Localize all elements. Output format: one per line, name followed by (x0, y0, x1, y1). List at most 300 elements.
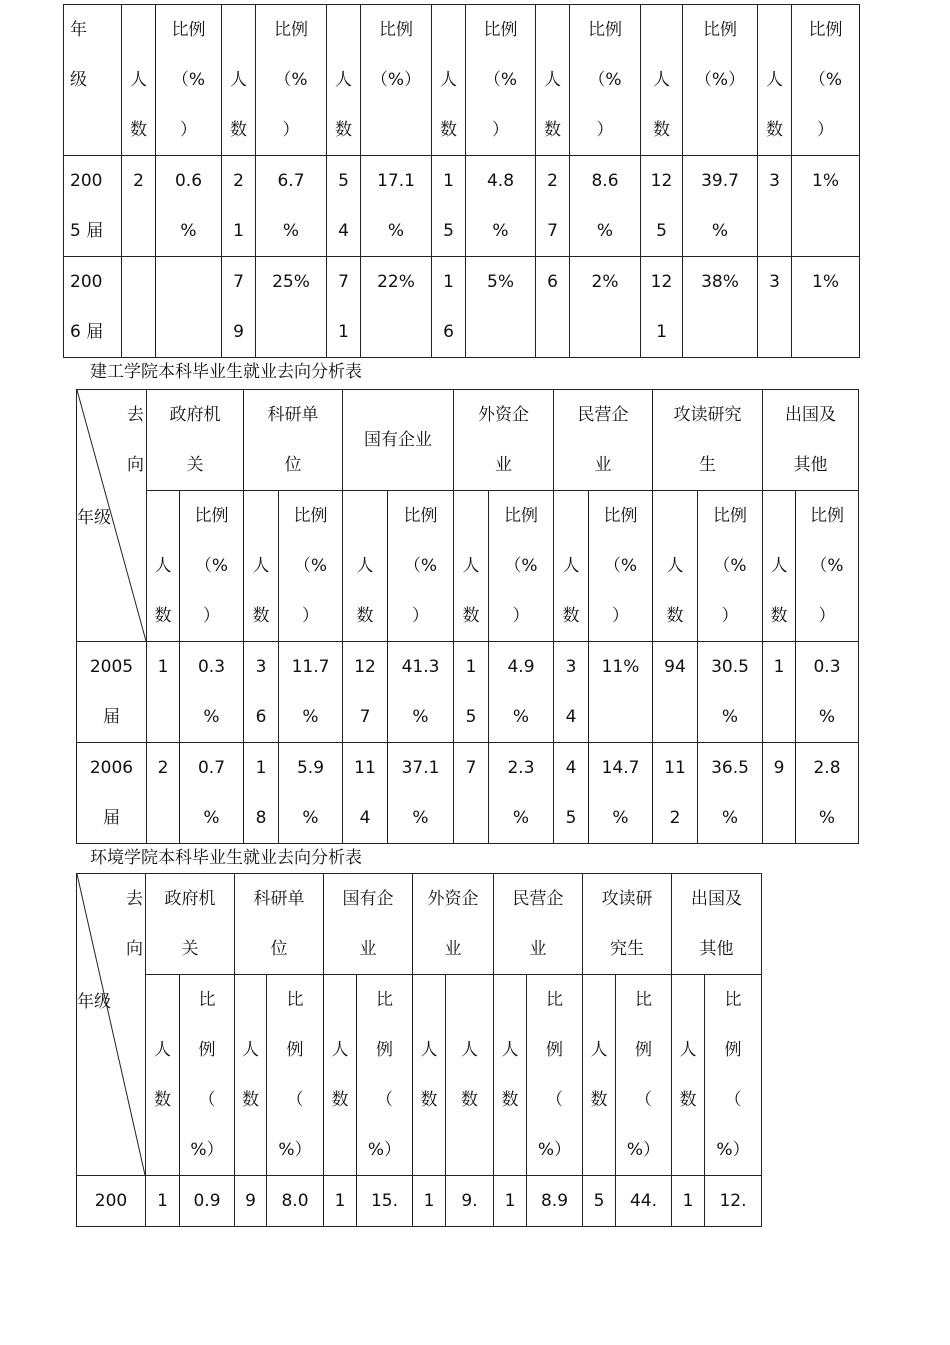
cell-text-line: 业 (594, 455, 612, 475)
cell-text-line (758, 5, 791, 55)
table-cell (244, 642, 279, 743)
destination-group-header (413, 874, 494, 975)
table-cell (489, 642, 554, 743)
cell-text-line: 人 (653, 70, 670, 90)
cell-text-line: 22% (377, 272, 415, 292)
cell-text-line: 人 (230, 70, 247, 90)
cell-text-line: 人 (766, 70, 783, 90)
cell-text-line: % (596, 221, 614, 241)
cell-text-line (653, 491, 697, 541)
cell-text-line: 人 (544, 70, 561, 90)
count-header-cell (494, 975, 527, 1176)
cell-text-line: 例 (724, 1040, 742, 1060)
table-cell (792, 257, 860, 358)
cell-text-line: 数 (420, 1090, 438, 1110)
cell-text-line: 数 (666, 606, 684, 626)
cell-text-line: 例 (635, 1040, 652, 1060)
table-cell (589, 642, 653, 743)
cell-text-line: 攻读研究 (673, 405, 742, 425)
cell-text-line: % (302, 808, 319, 828)
sub-header-row (77, 975, 762, 1176)
cell-text-line: （% (713, 556, 747, 576)
cell-text-line: 4.8 (486, 171, 515, 191)
ratio-header-cell (388, 491, 454, 642)
cell-text-line: 数 (440, 120, 457, 140)
cell-text-line: 例 (198, 1040, 216, 1060)
cell-text-line: 业 (529, 939, 547, 959)
table-cell (222, 257, 256, 358)
cell-text-line: 38% (701, 272, 739, 292)
table-cell (796, 642, 859, 743)
cell-text-line: 届 (103, 808, 120, 828)
cell-text-line (147, 491, 179, 541)
ratio-header-cell (527, 975, 583, 1176)
cell-text-line: 国有企 (342, 889, 394, 909)
cell-text-line: 比例 (379, 20, 413, 40)
cell-text-line: 5.9 (296, 758, 325, 778)
cell-text-line: 关 (181, 939, 199, 959)
cell-text-line: 4 (359, 808, 371, 828)
ratio-header-cell (796, 491, 859, 642)
cell-text-line: 8.6 (591, 171, 619, 191)
cell-text-line: 比例 (808, 20, 843, 40)
cell-text-line: 3 (769, 171, 780, 191)
cell-text-line: 94 (664, 657, 686, 677)
count-header-cell (641, 5, 683, 156)
cell-text-line: 8.9 (540, 1191, 569, 1211)
cell-text-line: 1 (773, 657, 785, 677)
cell-text-line: ） (818, 606, 836, 626)
table-cell (361, 156, 432, 257)
table-cell (327, 156, 361, 257)
table-cell (413, 1176, 446, 1227)
cell-text-line: 12 (650, 272, 673, 292)
cell-text-line: 数 (335, 120, 352, 140)
cell-text-line: ） (721, 606, 739, 626)
cell-text-line (244, 491, 278, 541)
table-cell (758, 257, 792, 358)
cell-text-line: 究生 (610, 939, 644, 959)
cell-text-line: % (818, 707, 836, 727)
cell-text-line: 例 (376, 1040, 393, 1060)
cell-text-line: 1 (682, 1191, 694, 1211)
table-cell (466, 257, 536, 358)
table-cell (222, 156, 256, 257)
cell-text-line: 比 (724, 990, 742, 1010)
cell-text-line: 2 (133, 171, 144, 191)
cell-text-line: 外资企 (427, 889, 479, 909)
cell-text-line: （% (808, 70, 843, 90)
cell-text-line: %） (537, 1140, 572, 1160)
destination-group-header (763, 390, 859, 491)
cell-text-line: 6 (443, 322, 454, 342)
cell-text-line: 人 (331, 1040, 349, 1060)
table-cell (454, 743, 489, 844)
cell-text-line: 14.7 (601, 758, 640, 778)
ratio-header-cell (256, 5, 327, 156)
cell-text-line: 比 (198, 990, 216, 1010)
cell-text-line: 1% (812, 272, 839, 292)
table-cell (536, 257, 570, 358)
table-cell (180, 743, 244, 844)
cell-text-line: （% (588, 70, 622, 90)
ratio-header-cell (792, 5, 860, 156)
table-cell (792, 156, 860, 257)
count-header-cell (583, 975, 616, 1176)
cell-text-line: ） (302, 606, 319, 626)
table-cell (267, 1176, 324, 1227)
cell-text-line: 6 届 (70, 322, 104, 342)
cell-text-line: ） (612, 606, 629, 626)
cell-text-line: 其他 (699, 939, 734, 959)
cell-text-line: 比例 (504, 506, 538, 526)
cell-text-line: %） (626, 1140, 661, 1160)
cell-text-line: 200 (70, 171, 103, 191)
cell-text-line: % (203, 707, 220, 727)
count-header-cell (343, 491, 388, 642)
count-header-cell (146, 975, 180, 1176)
cell-text-line: 民营企 (512, 889, 564, 909)
table-cell (122, 156, 156, 257)
table-cell (653, 642, 698, 743)
cell-text-line: 1 (504, 1191, 516, 1211)
cell-text-line: % (412, 707, 429, 727)
destination-group-header (343, 390, 454, 491)
count-header-cell (147, 491, 180, 642)
table-cell (570, 257, 641, 358)
cell-text-line (432, 5, 465, 55)
cell-text-line: 比 (635, 990, 652, 1010)
cell-text-line: 人 (770, 556, 788, 576)
cell-text-line: 36.5 (711, 758, 749, 778)
cell-text-line: 数 (230, 120, 247, 140)
cell-text-line: 数 (252, 606, 270, 626)
table-cell (147, 743, 180, 844)
cell-text-line: 出国及 (691, 889, 742, 909)
cell-text-line (324, 975, 356, 1025)
cell-text-line: 数 (590, 1090, 608, 1110)
ratio-header-cell (267, 975, 324, 1176)
corner-grade-label: 年级 (77, 508, 111, 528)
cell-text-line: （ (635, 1090, 652, 1110)
table-cell (653, 743, 698, 844)
cell-text-line (641, 5, 682, 55)
cell-text-line: 数 (501, 1090, 519, 1110)
table-cell (683, 257, 758, 358)
cell-text-line: 6 (547, 272, 558, 292)
cell-text-line: 2 (157, 758, 169, 778)
cell-text-line: 5 (465, 707, 477, 727)
table-cell (146, 1176, 180, 1227)
cell-text-line: 出国及 (785, 405, 836, 425)
cell-text-line: （ (546, 1090, 563, 1110)
cell-text-line: 比例 (403, 506, 438, 526)
cell-text-line: 国有企业 (364, 430, 432, 450)
ratio-header-cell (466, 5, 536, 156)
ratio-header-cell (279, 491, 343, 642)
cell-text-line: % (721, 707, 739, 727)
cell-text-line: （% (603, 556, 638, 576)
cell-text-line: ） (492, 120, 509, 140)
table-cell (683, 156, 758, 257)
cell-text-line: ） (180, 120, 197, 140)
cell-text-line: 7 (465, 758, 477, 778)
cell-text-line: （%） (370, 70, 422, 90)
ratio-header-cell (616, 975, 672, 1176)
table-cell (279, 743, 343, 844)
destination-group-header (583, 874, 672, 975)
cell-text-line: % (612, 808, 629, 828)
cell-text-line: 民营企 (577, 405, 629, 425)
corner-grade-label: 年级 (77, 992, 111, 1012)
cell-text-line: 人 (252, 556, 270, 576)
cell-text-line: %） (278, 1140, 312, 1160)
cell-text-line: 3 (565, 657, 577, 677)
cell-text-line: 11.7 (291, 657, 330, 677)
cell-text-line: 比例 (293, 506, 328, 526)
ratio-header-cell (570, 5, 641, 156)
cell-text-line: 4 (565, 707, 577, 727)
cell-text-line: 攻读研 (601, 889, 653, 909)
cell-text-line: 2.8 (813, 758, 841, 778)
cell-text-line: %） (190, 1140, 224, 1160)
cell-text-line: % (512, 808, 530, 828)
cell-text-line: % (203, 808, 220, 828)
ratio-header-cell (698, 491, 763, 642)
count-header-cell (244, 491, 279, 642)
cell-text-line: %） (367, 1140, 402, 1160)
cell-text-line: 5 (338, 171, 349, 191)
table-cell (77, 743, 147, 844)
table-row (64, 257, 860, 358)
table-cell (388, 743, 454, 844)
table-cell (244, 743, 279, 844)
table-cell (64, 257, 122, 358)
cell-text-line: 人 (462, 556, 480, 576)
cell-text-line (122, 257, 155, 307)
cell-text-line: % (512, 707, 530, 727)
table-row (77, 743, 859, 844)
cell-text-line: 25% (272, 272, 310, 292)
cell-text-line (122, 5, 155, 55)
ratio-header-cell (489, 491, 554, 642)
cell-text-line (235, 975, 266, 1025)
cell-text-line: 30.5 (711, 657, 749, 677)
cell-text-line: 数 (770, 606, 788, 626)
cell-text-line: 3 (769, 272, 780, 292)
cell-text-line (413, 975, 445, 1025)
table-cell (432, 257, 466, 358)
cell-text-line: 5 (565, 808, 577, 828)
cell-text-line: 200 (94, 1191, 128, 1211)
cell-text-line: 37.1 (401, 758, 440, 778)
cell-text-line: 2% (591, 272, 619, 292)
cell-text-line: 1 (338, 322, 349, 342)
cell-text-line (536, 5, 569, 55)
cell-text-line: 数 (130, 120, 147, 140)
cell-text-line: 5% (487, 272, 514, 292)
cell-text-line: 7 (359, 707, 371, 727)
cell-text-line: 人 (501, 1040, 519, 1060)
cell-text-line: 4.9 (507, 657, 535, 677)
destination-group-header (672, 874, 762, 975)
cell-text-line: 9 (773, 758, 785, 778)
destination-group-header (494, 874, 583, 975)
cell-text-line: 比 (546, 990, 563, 1010)
cell-text-line: 比 (286, 990, 304, 1010)
cell-text-line: % (282, 221, 300, 241)
cell-text-line: （% (194, 556, 229, 576)
cell-text-line: % (818, 808, 836, 828)
cell-text-line: % (412, 808, 429, 828)
cell-text-line: ） (512, 606, 530, 626)
destination-group-header (244, 390, 343, 491)
table-cell (554, 642, 589, 743)
table-cell (446, 1176, 494, 1227)
table-cell (494, 1176, 527, 1227)
table-cell (156, 257, 222, 358)
table-cell (536, 156, 570, 257)
count-header-cell (327, 5, 361, 156)
table-cell (77, 1176, 146, 1227)
table-row (77, 642, 859, 743)
cell-text-line: 比例 (703, 20, 737, 40)
cell-text-line: 6 (255, 707, 267, 727)
cell-text-line: 人 (679, 1040, 697, 1060)
cell-text-line: 0.3 (197, 657, 226, 677)
table-cell (122, 257, 156, 358)
destination-group-header (147, 390, 244, 491)
cell-text-line: 数 (154, 1090, 171, 1110)
ratio-header-cell (156, 5, 222, 156)
cell-text-line: 政府机 (169, 405, 221, 425)
cell-text-line: 生 (699, 455, 716, 475)
table-3-caption: 环境学院本科毕业生就业去向分析表 (90, 848, 362, 868)
cell-text-line (146, 975, 179, 1025)
cell-text-line: 人 (461, 1040, 478, 1060)
cell-text-line: 3 (255, 657, 267, 677)
table-cell (343, 642, 388, 743)
count-header-cell (758, 5, 792, 156)
cell-text-line: （% (810, 556, 844, 576)
ratio-header-cell (361, 5, 432, 156)
corner-destination-label-2: 向 (127, 455, 144, 475)
graduate-destination-table-1 (63, 4, 860, 358)
cell-text-line: 政府机 (164, 889, 216, 909)
table-cell (641, 156, 683, 257)
destination-group-header (324, 874, 413, 975)
cell-text-line (343, 491, 387, 541)
cell-text-line: 11% (601, 657, 640, 677)
cell-text-line: 7 (338, 272, 349, 292)
cell-text-line: 例 (546, 1040, 563, 1060)
cell-text-line: 0.3 (813, 657, 841, 677)
count-header-cell (235, 975, 267, 1176)
cell-text-line: 科研单 (267, 405, 319, 425)
table-cell (705, 1176, 762, 1227)
table-cell (583, 1176, 616, 1227)
cell-text-line: 44. (629, 1191, 658, 1211)
cell-text-line: 例 (286, 1040, 304, 1060)
corner-destination-label-2: 向 (126, 939, 143, 959)
cell-text-line: 比 (376, 990, 393, 1010)
cell-text-line: ） (596, 120, 614, 140)
cell-text-line: 比例 (713, 506, 747, 526)
cell-text-line: 届 (103, 707, 120, 727)
cell-text-line (494, 975, 526, 1025)
cell-text-line: 关 (186, 455, 204, 475)
cell-text-line: （% (403, 556, 438, 576)
cell-text-line: % (387, 221, 405, 241)
cell-text-line: 8.0 (281, 1191, 309, 1211)
cell-text-line: 11 (664, 758, 686, 778)
destination-group-header (554, 390, 653, 491)
cell-text-line: 业 (444, 939, 462, 959)
cell-text-line: 人 (420, 1040, 438, 1060)
cell-text-line: % (711, 221, 729, 241)
cell-text-line: 业 (495, 455, 512, 475)
cell-text-line: 1 (157, 1191, 168, 1211)
cell-text-line: 1 (233, 221, 244, 241)
cell-text-line: 数 (679, 1090, 697, 1110)
cell-text-line: 人 (356, 556, 374, 576)
cell-text-line: 7 (233, 272, 244, 292)
cell-text-line: 12 (650, 171, 673, 191)
cell-text-line: 人 (562, 556, 580, 576)
table-cell (64, 156, 122, 257)
cell-text-line: 0.7 (197, 758, 226, 778)
table-cell (156, 156, 222, 257)
table-cell (489, 743, 554, 844)
cell-text-line: 11 (354, 758, 376, 778)
table-cell (327, 257, 361, 358)
count-header-cell (672, 975, 705, 1176)
cell-text-line: 41.3 (401, 657, 440, 677)
ratio-header-cell (180, 491, 244, 642)
cell-text-line: 2.3 (507, 758, 535, 778)
cell-text-line: 人 (154, 1040, 171, 1060)
table-cell (589, 743, 653, 844)
cell-text-line: 数 (562, 606, 580, 626)
table-cell (641, 257, 683, 358)
cell-text-line: % (302, 707, 319, 727)
cell-text-line: 1% (812, 171, 839, 191)
cell-text-line: 1 (334, 1191, 346, 1211)
count-header-cell (554, 491, 589, 642)
cell-text-line: 人 (666, 556, 684, 576)
ratio-header-cell (180, 975, 235, 1176)
cell-text-line: 数 (462, 606, 480, 626)
table-cell (361, 257, 432, 358)
cell-text-line (446, 975, 493, 1025)
cell-text-line: 200 (70, 272, 103, 292)
cell-text-line: 1 (656, 322, 667, 342)
corner-destination-label: 去 (127, 405, 144, 425)
count-header-cell (222, 5, 256, 156)
cell-text-line: 比例 (274, 20, 308, 40)
table-cell (388, 642, 454, 743)
cell-text-line: ） (203, 606, 220, 626)
cell-text-line: 2 (547, 171, 558, 191)
cell-text-line: （ (198, 1090, 216, 1110)
cell-text-line: % (492, 221, 509, 241)
cell-text-line: 8 (255, 808, 267, 828)
ratio-header-cell (357, 975, 413, 1176)
cell-text-line: 1 (157, 657, 169, 677)
cell-text-line: ） (412, 606, 429, 626)
cell-text-line: 0.9 (193, 1191, 221, 1211)
cell-text-line: 1 (443, 171, 454, 191)
